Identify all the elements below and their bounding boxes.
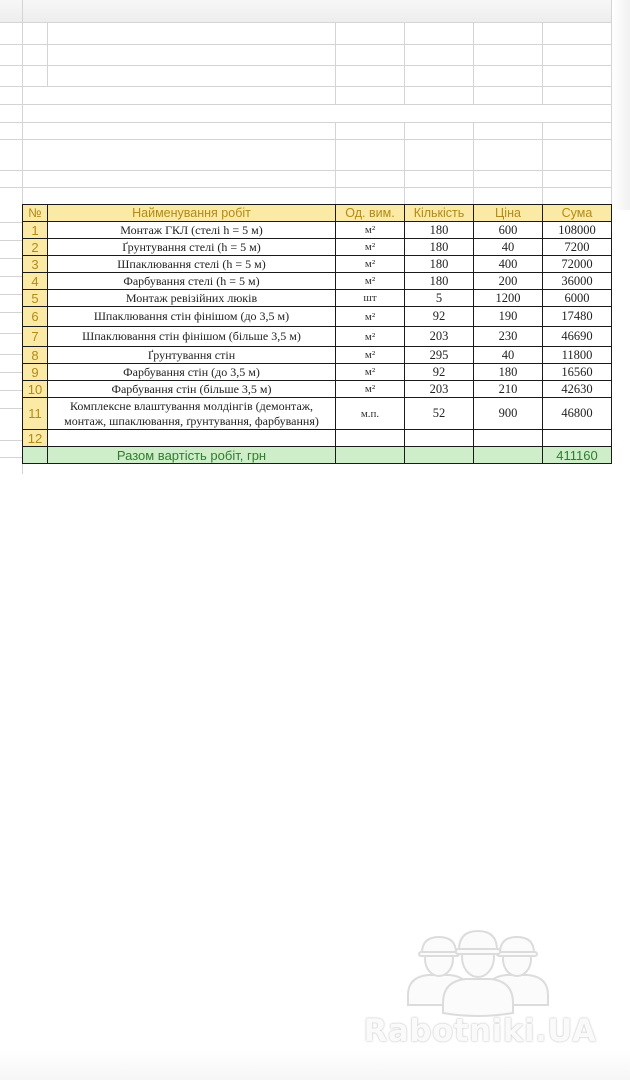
quantity-cell[interactable]: 92 <box>405 307 474 327</box>
row-number[interactable]: 5 <box>23 290 48 307</box>
table-row <box>23 256 612 273</box>
work-name-cell[interactable]: Ґрунтування стелі (h = 5 м) <box>48 239 336 256</box>
price-cell[interactable]: 40 <box>474 239 543 256</box>
table-row <box>23 222 612 239</box>
work-name-cell[interactable]: Комплексне влаштування молдінгів (демонтаж, монтаж, шпаклювання, ґрунтування, фарбування) <box>48 398 336 430</box>
quantity-cell[interactable]: 203 <box>405 327 474 347</box>
quantity-cell[interactable]: 5 <box>405 290 474 307</box>
price-cell[interactable] <box>474 430 543 447</box>
price-cell[interactable]: 400 <box>474 256 543 273</box>
quantity-cell[interactable]: 92 <box>405 364 474 381</box>
price-cell[interactable]: 180 <box>474 364 543 381</box>
work-name-cell[interactable]: Фарбування стін (більше 3,5 м) <box>48 381 336 398</box>
unit-cell[interactable]: м² <box>336 364 405 381</box>
work-name-cell[interactable]: Монтаж ревізійних люків <box>48 290 336 307</box>
header-name[interactable]: Найменування робіт <box>48 205 336 222</box>
work-name-cell[interactable]: Фарбування стелі (h = 5 м) <box>48 273 336 290</box>
watermark <box>350 925 610 1055</box>
row-number[interactable]: 6 <box>23 307 48 327</box>
row-number[interactable]: 11 <box>23 398 48 430</box>
row-number[interactable]: 7 <box>23 327 48 347</box>
total-number-cell[interactable] <box>23 447 48 464</box>
unit-cell[interactable]: шт <box>336 290 405 307</box>
header-quantity[interactable]: Кількість <box>405 205 474 222</box>
sum-cell[interactable]: 11800 <box>543 347 612 364</box>
total-price-cell[interactable] <box>474 447 543 464</box>
row-number[interactable]: 10 <box>23 381 48 398</box>
table-row <box>23 398 612 430</box>
row-number[interactable]: 12 <box>23 430 48 447</box>
sum-cell[interactable]: 16560 <box>543 364 612 381</box>
total-quantity-cell[interactable] <box>405 447 474 464</box>
table-row <box>23 347 612 364</box>
sum-cell[interactable]: 46690 <box>543 327 612 347</box>
unit-cell[interactable]: м² <box>336 256 405 273</box>
quantity-cell[interactable]: 180 <box>405 222 474 239</box>
table-row <box>23 307 612 327</box>
total-unit-cell[interactable] <box>336 447 405 464</box>
unit-cell[interactable]: м² <box>336 307 405 327</box>
price-cell[interactable]: 40 <box>474 347 543 364</box>
header-price[interactable]: Ціна <box>474 205 543 222</box>
table-row <box>23 273 612 290</box>
row-number[interactable]: 2 <box>23 239 48 256</box>
sum-cell[interactable] <box>543 430 612 447</box>
unit-cell[interactable]: м² <box>336 347 405 364</box>
table-row <box>23 290 612 307</box>
quantity-cell[interactable]: 203 <box>405 381 474 398</box>
unit-cell[interactable]: м.п. <box>336 398 405 430</box>
price-cell[interactable]: 190 <box>474 307 543 327</box>
work-name-cell[interactable]: Шпаклювання стелі (h = 5 м) <box>48 256 336 273</box>
quantity-cell[interactable]: 180 <box>405 256 474 273</box>
sum-cell[interactable]: 7200 <box>543 239 612 256</box>
row-number[interactable]: 9 <box>23 364 48 381</box>
price-cell[interactable]: 1200 <box>474 290 543 307</box>
row-number[interactable]: 4 <box>23 273 48 290</box>
quantity-cell[interactable] <box>405 430 474 447</box>
header-unit[interactable]: Од. вим. <box>336 205 405 222</box>
price-cell[interactable]: 200 <box>474 273 543 290</box>
price-cell[interactable]: 230 <box>474 327 543 347</box>
sum-cell[interactable]: 42630 <box>543 381 612 398</box>
table-row <box>23 327 612 347</box>
quantity-cell[interactable]: 180 <box>405 239 474 256</box>
sum-cell[interactable]: 6000 <box>543 290 612 307</box>
sheet-edge-shade <box>612 0 630 210</box>
table-header-row <box>23 205 612 222</box>
header-sum[interactable]: Сума <box>543 205 612 222</box>
work-name-cell[interactable]: Монтаж ГКЛ (стелі h = 5 м) <box>48 222 336 239</box>
price-cell[interactable]: 210 <box>474 381 543 398</box>
row-number[interactable]: 8 <box>23 347 48 364</box>
unit-cell[interactable]: м² <box>336 327 405 347</box>
work-name-cell[interactable] <box>48 430 336 447</box>
quantity-cell[interactable]: 180 <box>405 273 474 290</box>
table-row <box>23 430 612 447</box>
unit-cell[interactable]: м² <box>336 273 405 290</box>
watermark-text: Rabotniki.UA <box>363 1013 597 1049</box>
quantity-cell[interactable]: 52 <box>405 398 474 430</box>
unit-cell[interactable] <box>336 430 405 447</box>
sum-cell[interactable]: 72000 <box>543 256 612 273</box>
work-name-cell[interactable]: Шпаклювання стін фінішом (більше 3,5 м) <box>48 327 336 347</box>
price-cell[interactable]: 600 <box>474 222 543 239</box>
workers-helmets-icon <box>350 925 610 1020</box>
total-label[interactable]: Разом вартість робіт, грн <box>48 447 336 464</box>
work-name-cell[interactable]: Ґрунтування стін <box>48 347 336 364</box>
sum-cell[interactable]: 17480 <box>543 307 612 327</box>
row-number[interactable]: 1 <box>23 222 48 239</box>
unit-cell[interactable]: м² <box>336 222 405 239</box>
sum-cell[interactable]: 46800 <box>543 398 612 430</box>
table-row <box>23 239 612 256</box>
total-sum[interactable]: 411160 <box>543 447 612 464</box>
bottom-shade <box>0 1050 630 1080</box>
works-estimate-table <box>22 204 612 464</box>
table-row <box>23 364 612 381</box>
header-no[interactable]: № <box>23 205 48 222</box>
work-name-cell[interactable]: Шпаклювання стін фінішом (до 3,5 м) <box>48 307 336 327</box>
work-name-cell[interactable]: Фарбування стін (до 3,5 м) <box>48 364 336 381</box>
unit-cell[interactable]: м² <box>336 381 405 398</box>
sum-cell[interactable]: 36000 <box>543 273 612 290</box>
sum-cell[interactable]: 108000 <box>543 222 612 239</box>
row-number[interactable]: 3 <box>23 256 48 273</box>
sheet-top-bar <box>0 0 612 23</box>
quantity-cell[interactable]: 295 <box>405 347 474 364</box>
price-cell[interactable]: 900 <box>474 398 543 430</box>
table-row <box>23 381 612 398</box>
unit-cell[interactable]: м² <box>336 239 405 256</box>
total-row <box>23 447 612 464</box>
